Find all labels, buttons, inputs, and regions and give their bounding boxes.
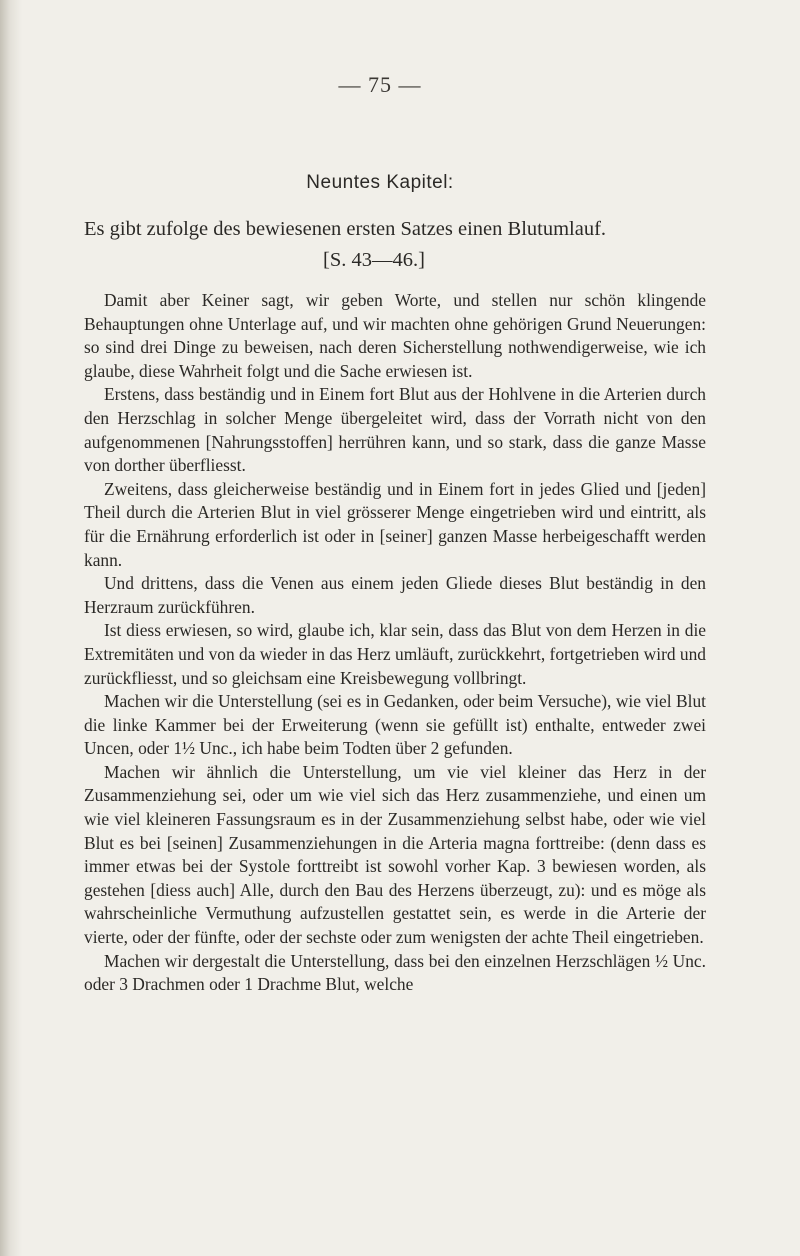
- page-reference: [S. 43—46.]: [323, 249, 425, 271]
- proposition-text: Es gibt zufolge des bewiesenen ersten Satzes einen Blutumlauf.: [84, 218, 607, 240]
- paragraph: Zweitens, dass gleicherweise beständig und in Einem fort in jedes Glied und [jeden] Theil durch die Arterien Blut in viel grösserer Menge eingetrieben wird und eintritt, als für die Ernährung erforderlich ist oder in [seiner] ganzen Masse herbeigeschafft werden kann.: [84, 478, 706, 570]
- paragraph: Machen wir ähnlich die Unterstellung, um vie viel kleiner das Herz in der Zusammenziehung sei, oder um wie viel sich das Herz zusammenziehe, und einen um wie viel kleineren Fassungsraum es in der Zusammenziehung selbst habe, oder wie viel Blut es bei [seinen] Zusammenziehungen in die Arteria magna forttreibe: (denn dass es immer etwas bei der Systole forttreibt ist sowohl vorher Kap. 3 bewiesen worden, als gestehen [diess auch] Alle, durch den Bau des Herzens überzeugt, zu): und es möge als wahrscheinliche Vermuthung aufzustellen gestattet sein, es werde in die Arterie der vierte, oder der fünfte, oder der sechste oder zum wenigsten der achte Theil eingetrieben.: [84, 761, 706, 948]
- page-number: — 75 —: [338, 72, 422, 97]
- paragraph: Und drittens, dass die Venen aus einem jeden Gliede dieses Blut beständig in den Herzraum zurückführen.: [84, 573, 706, 617]
- paragraph: Ist diess erwiesen, so wird, glaube ich, klar sein, dass das Blut von dem Herzen in die Extremitäten und von da wieder in das Herz umläuft, zurückkehrt, fortgetrieben wird und zurückfliesst, und so gleichsam eine Kreisbewegung vollbringt.: [84, 620, 706, 688]
- paragraph: Erstens, dass beständig und in Einem fort Blut aus der Hohlvene in die Arterien durch den Herzschlag in solcher Menge übergeleitet wird, dass der Vorrath nicht von den aufgenommenen [Nahrungsstoffen] herrühren kann, und so stark, dass die ganze Masse von dorther überfliesst.: [84, 384, 706, 476]
- chapter-title: Neuntes Kapitel:: [306, 172, 454, 193]
- body-text: [84, 289, 706, 997]
- paragraph: Machen wir die Unterstellung (sei es in Gedanken, oder beim Versuche), wie viel Blut die linke Kammer bei der Erweiterung (wenn sie gefüllt ist) enthalte, entweder zwei Uncen, oder 1½ Unc., ich habe beim Todten über 2 gefunden.: [84, 691, 706, 759]
- chapter-proposition: [84, 214, 704, 276]
- paragraph: Damit aber Keiner sagt, wir geben Worte, und stellen nur schön klingende Behauptungen ohne Unterlage auf, und wir machten ohne gehörigen Grund Neuerungen: so sind drei Dinge zu beweisen, nach deren Sicherstellung nothwendigerweise, wie ich glaube, diese Wahrheit folgt und die Sache erwiesen ist.: [84, 290, 706, 381]
- paragraph: Machen wir dergestalt die Unterstellung, dass bei den einzelnen Herzschlägen ½ Unc. oder 3 Drachmen oder 1 Drachme Blut, welche: [84, 950, 706, 995]
